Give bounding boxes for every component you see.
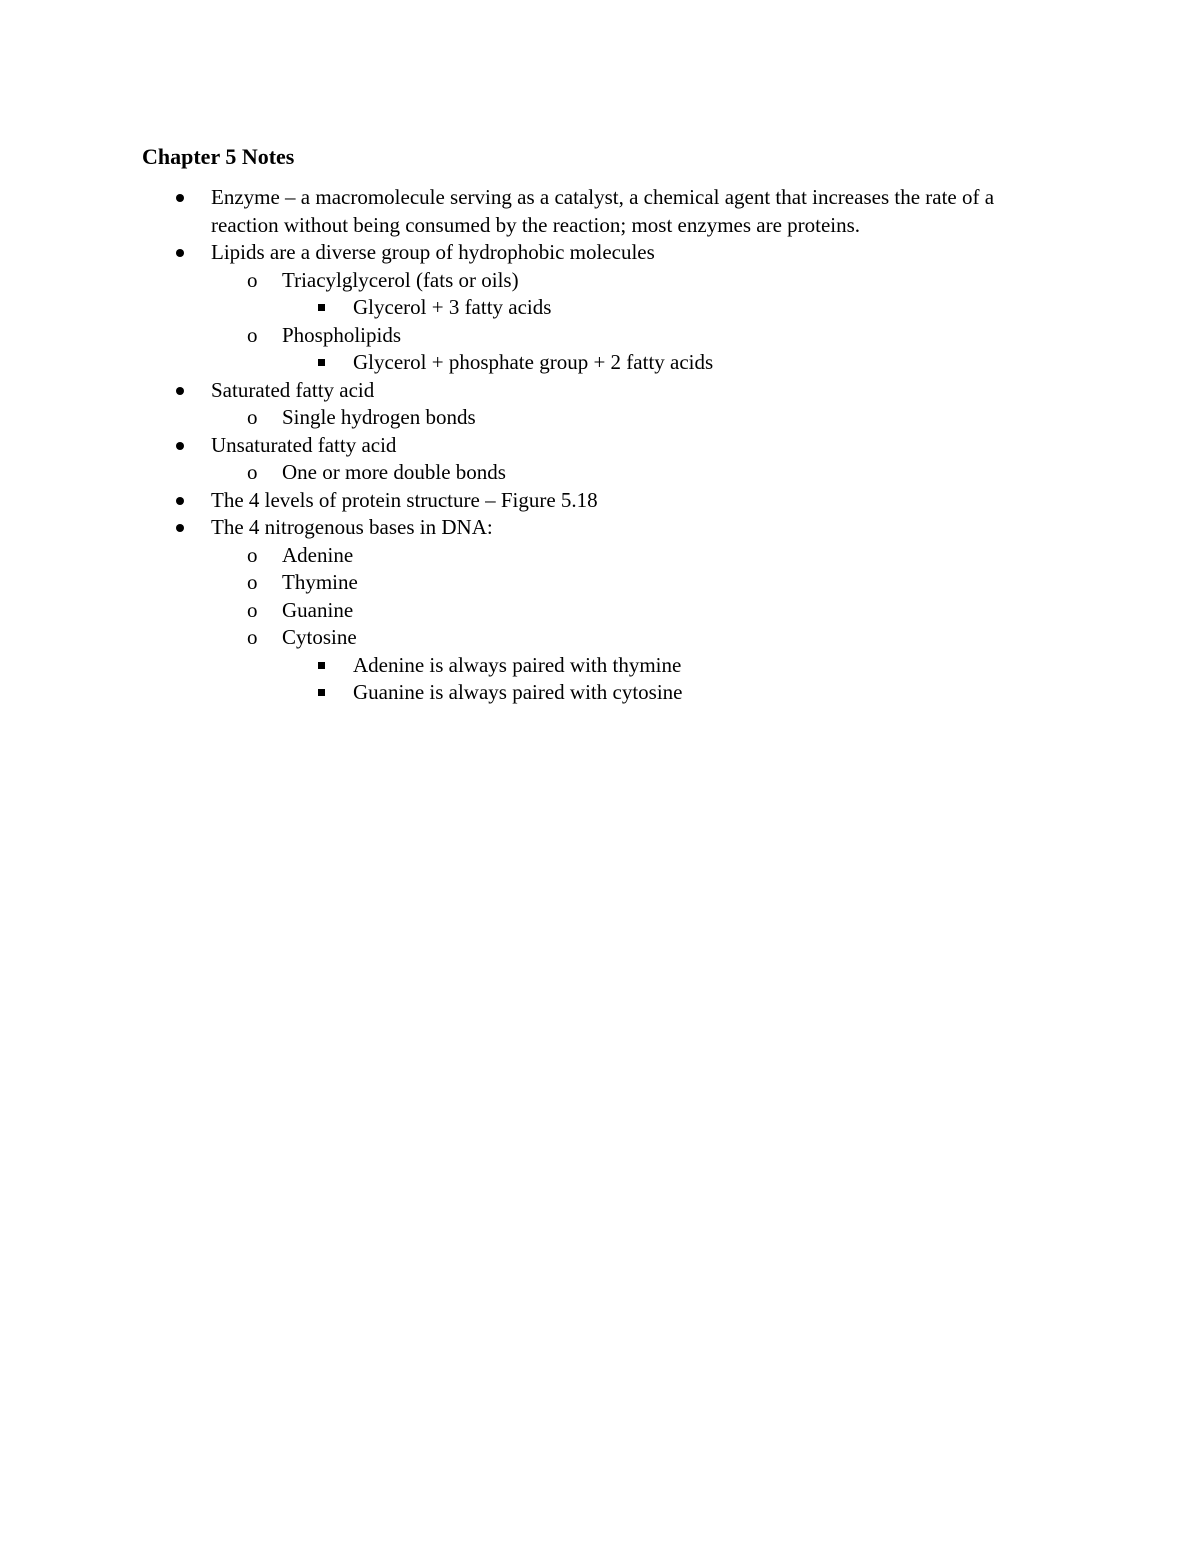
list-item-text: Cytosine	[282, 625, 357, 649]
list-item-text: Glycerol + phosphate group + 2 fatty acids	[353, 350, 714, 374]
list-item-level-2	[0, 597, 1200, 625]
list-item-text: Guanine is always paired with cytosine	[353, 680, 683, 704]
square-bullet-icon	[318, 304, 325, 311]
list-item-level-1	[0, 377, 1200, 405]
list-item-text: Guanine	[282, 597, 354, 622]
list-item-level-1	[0, 184, 1200, 239]
disc-bullet-icon	[176, 194, 184, 202]
list-item-level-1	[0, 239, 1200, 267]
list-item-level-2	[0, 267, 1200, 295]
list-item-text: Thymine	[282, 570, 358, 594]
list-item-level-2	[0, 542, 1200, 570]
list-item-text: Lipids are a diverse group of hydrophobic molecules	[211, 240, 655, 264]
list-item-level-2	[0, 459, 1200, 487]
page-title: Chapter 5 Notes	[142, 144, 295, 169]
list-item-text: Unsaturated fatty acid	[211, 432, 397, 457]
list-item-text: The 4 levels of protein structure – Figure 5.18	[211, 487, 598, 512]
list-item-level-1	[0, 487, 1200, 515]
list-item-level-2	[0, 569, 1200, 597]
disc-bullet-icon	[176, 497, 184, 505]
list-item-level-3	[0, 349, 1200, 377]
list-item-level-3	[0, 294, 1200, 322]
disc-bullet-icon	[176, 387, 184, 395]
list-item-level-2	[0, 322, 1200, 350]
list-item-level-1	[0, 514, 1200, 542]
list-item-text: Adenine	[282, 542, 354, 567]
o-bullet-icon: o	[247, 570, 258, 594]
disc-bullet-icon	[176, 442, 184, 450]
square-bullet-icon	[318, 689, 325, 696]
list-item-text: Triacylglycerol (fats or oils)	[282, 267, 519, 292]
list-item-text: Phospholipids	[282, 322, 402, 347]
list-item-text: Glycerol + 3 fatty acids	[353, 295, 552, 319]
o-bullet-icon: o	[247, 405, 258, 429]
o-bullet-icon: o	[247, 597, 258, 622]
list-item-level-3	[0, 652, 1200, 680]
o-bullet-icon: o	[247, 267, 258, 292]
o-bullet-icon: o	[247, 542, 258, 567]
square-bullet-icon	[318, 359, 325, 366]
list-item-text: Saturated fatty acid	[211, 377, 375, 402]
o-bullet-icon: o	[247, 625, 258, 649]
list-item-text: Enzyme – a macromolecule serving as a catalyst, a chemical agent that increases the rate of a reaction without being consumed by the reaction; most enzymes are proteins.	[211, 185, 995, 237]
list-item-text: The 4 nitrogenous bases in DNA:	[211, 515, 493, 539]
o-bullet-icon: o	[247, 322, 258, 347]
list-item-text: One or more double bonds	[282, 460, 506, 484]
list-item-text: Single hydrogen bonds	[282, 405, 476, 429]
list-item-level-2	[0, 624, 1200, 652]
notes-list	[0, 184, 1200, 707]
list-item-level-2	[0, 404, 1200, 432]
list-item-level-1	[0, 432, 1200, 460]
o-bullet-icon: o	[247, 460, 258, 484]
square-bullet-icon	[318, 662, 325, 669]
list-item-level-3	[0, 679, 1200, 707]
list-item-text: Adenine is always paired with thymine	[353, 652, 682, 677]
disc-bullet-icon	[176, 524, 184, 532]
disc-bullet-icon	[176, 249, 184, 257]
